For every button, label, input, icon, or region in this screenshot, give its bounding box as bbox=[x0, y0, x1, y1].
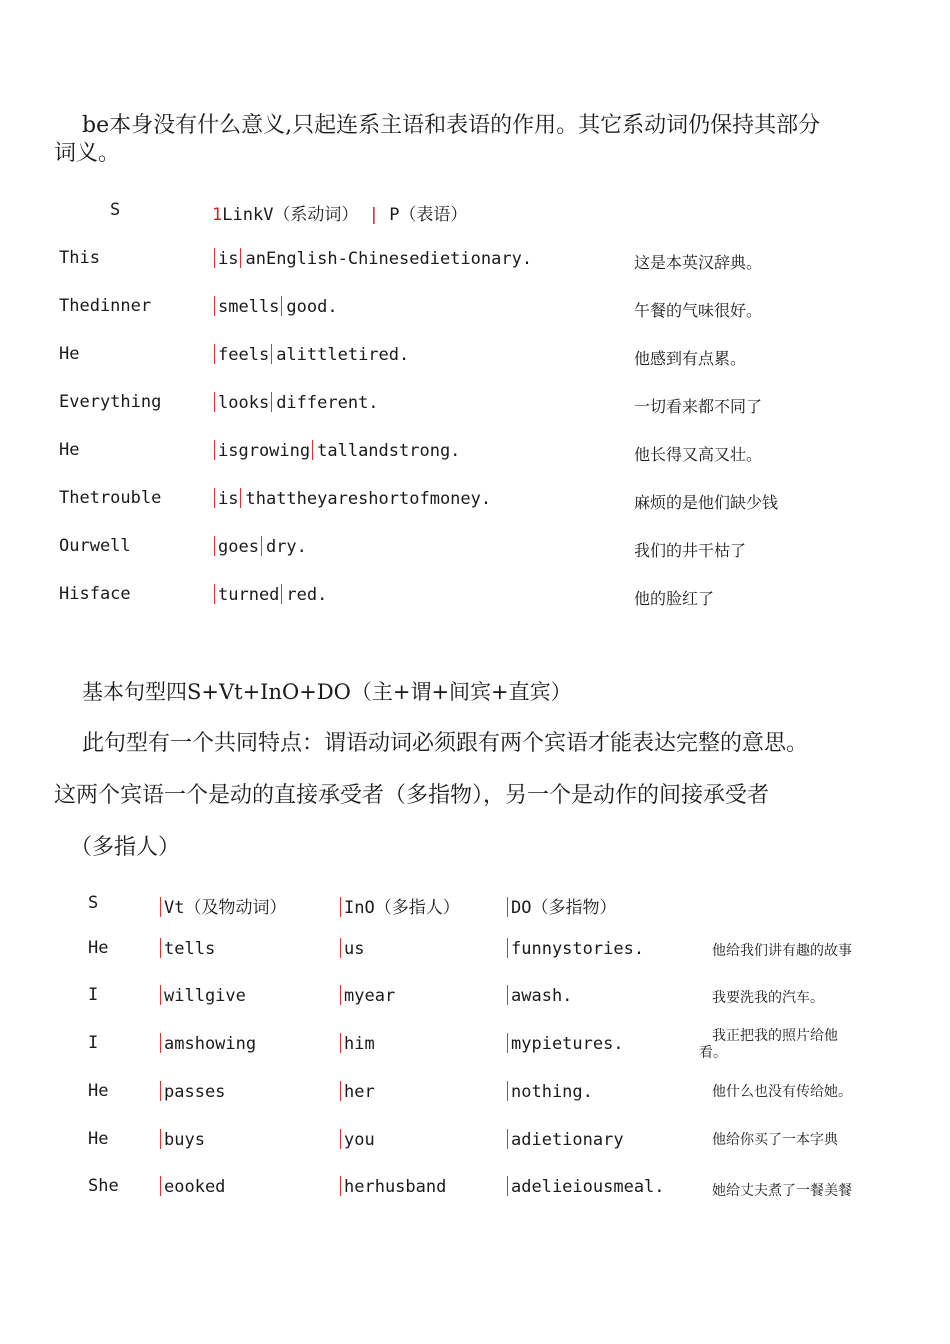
row-subject: He bbox=[88, 1129, 109, 1149]
row-predicative: thattheyareshortofmoney. bbox=[245, 489, 492, 509]
table2-header-ino-label: InO（多指人） bbox=[344, 898, 460, 918]
row-subject: Everything bbox=[59, 392, 162, 412]
table1-header-linkv bbox=[212, 200, 467, 225]
row-verb-predicative bbox=[214, 584, 327, 605]
row-direct-object-text: funnystories. bbox=[511, 939, 645, 959]
table1-header-predicative: P（表语） bbox=[389, 205, 468, 225]
row-verb-predicative bbox=[214, 392, 379, 413]
row-verb bbox=[160, 985, 246, 1006]
row-verb: isgrowing bbox=[218, 441, 311, 461]
row-direct-object bbox=[507, 1033, 624, 1054]
row-translation: 他长得又高又壮。 bbox=[634, 445, 763, 464]
row-indirect-object bbox=[340, 1129, 375, 1150]
row-verb bbox=[160, 1129, 205, 1150]
row-verb-text: eooked bbox=[164, 1177, 226, 1197]
intro-line-1: be本身没有什么意义,只起连系主语和表语的作用。其它系动词仍保持其部分 bbox=[82, 113, 821, 138]
row-translation: 他的脸红了 bbox=[634, 589, 715, 608]
table-row bbox=[0, 296, 950, 320]
row-translation: 他什么也没有传给她。 bbox=[712, 1084, 852, 1100]
row-translation: 他感到有点累。 bbox=[634, 349, 747, 368]
row-direct-object bbox=[507, 985, 572, 1006]
row-translation: 午餐的气味很好。 bbox=[634, 301, 763, 320]
row-direct-object bbox=[507, 1176, 665, 1197]
row-subject: He bbox=[88, 1081, 109, 1101]
table-row bbox=[0, 985, 950, 1009]
row-direct-object-text: mypietures. bbox=[511, 1034, 624, 1054]
row-verb-predicative bbox=[214, 248, 532, 269]
row-verb: smells bbox=[218, 297, 280, 317]
table-row bbox=[0, 488, 950, 512]
row-predicative: alittletired. bbox=[276, 345, 410, 365]
section4-desc-line-3: （多指人） bbox=[70, 835, 181, 860]
table-row bbox=[0, 1081, 950, 1105]
row-translation: 他给你买了一本字典 bbox=[712, 1132, 838, 1148]
row-indirect-object bbox=[340, 1081, 375, 1102]
section4-title: 基本句型四S+Vt+InO+DO（主+谓+间宾+直宾） bbox=[82, 680, 572, 704]
row-predicative: red. bbox=[286, 585, 328, 605]
row-indirect-object-text: herhusband bbox=[344, 1177, 447, 1197]
row-subject: Thedinner bbox=[59, 296, 152, 316]
row-subject: She bbox=[88, 1176, 119, 1196]
row-translation: 她给丈夫煮了一餐美餐 bbox=[712, 1183, 852, 1199]
row-indirect-object bbox=[340, 938, 364, 959]
row-subject: Ourwell bbox=[59, 536, 131, 556]
row-subject: This bbox=[59, 248, 100, 268]
table-row bbox=[0, 1028, 950, 1063]
row-subject: He bbox=[59, 440, 80, 460]
table1-header-number: 1 bbox=[212, 205, 223, 225]
row-indirect-object bbox=[340, 1033, 375, 1054]
row-predicative: anEnglish-Chinesedietionary. bbox=[245, 249, 533, 269]
row-verb bbox=[160, 938, 215, 959]
table2-header-ino bbox=[340, 893, 460, 918]
table-row bbox=[0, 248, 950, 272]
row-verb-predicative bbox=[214, 536, 307, 557]
table-row bbox=[0, 536, 950, 560]
row-verb-text: tells bbox=[164, 939, 216, 959]
row-indirect-object-text: him bbox=[344, 1034, 375, 1054]
row-translation: 我要洗我的汽车。 bbox=[712, 990, 824, 1006]
row-translation: 我正把我的照片给他 bbox=[712, 1028, 838, 1044]
table2-header-vt bbox=[160, 893, 286, 918]
row-translation: 一切看来都不同了 bbox=[634, 397, 763, 416]
row-verb bbox=[160, 1033, 256, 1054]
row-direct-object-text: nothing. bbox=[511, 1082, 593, 1102]
table-row bbox=[0, 938, 950, 962]
row-translation: 这是本英汉辞典。 bbox=[634, 253, 763, 272]
row-verb bbox=[160, 1081, 225, 1102]
row-indirect-object-text: us bbox=[344, 939, 365, 959]
row-verb: goes bbox=[218, 537, 259, 557]
row-verb: feels bbox=[218, 345, 270, 365]
table-row bbox=[0, 584, 950, 608]
row-verb-predicative bbox=[214, 488, 491, 509]
row-verb-text: passes bbox=[164, 1082, 226, 1102]
row-verb-text: amshowing bbox=[164, 1034, 257, 1054]
row-subject: I bbox=[88, 1033, 99, 1053]
row-translation: 他给我们讲有趣的故事 bbox=[712, 943, 852, 959]
table2-header-vt-label: Vt（及物动词） bbox=[164, 898, 287, 918]
table-row bbox=[0, 392, 950, 416]
table2-header-do bbox=[507, 893, 616, 918]
row-verb: is bbox=[218, 249, 239, 269]
row-verb bbox=[160, 1176, 225, 1197]
row-predicative: dry. bbox=[265, 537, 307, 557]
row-verb-predicative bbox=[214, 440, 460, 461]
row-subject: He bbox=[59, 344, 80, 364]
row-direct-object bbox=[507, 1129, 624, 1150]
row-predicative: different. bbox=[276, 393, 379, 413]
row-translation: 麻烦的是他们缺少钱 bbox=[634, 493, 779, 512]
row-direct-object bbox=[507, 1081, 593, 1102]
intro-line-2: 词义。 bbox=[54, 141, 121, 166]
row-indirect-object-text: myear bbox=[344, 986, 396, 1006]
row-indirect-object-text: her bbox=[344, 1082, 375, 1102]
row-verb: looks bbox=[218, 393, 270, 413]
row-predicative: tallandstrong. bbox=[317, 441, 461, 461]
table1-header-separator: | bbox=[368, 205, 379, 225]
row-verb-predicative bbox=[214, 344, 409, 365]
row-indirect-object-text: you bbox=[344, 1130, 375, 1150]
row-direct-object-text: awash. bbox=[511, 986, 573, 1006]
row-subject: I bbox=[88, 985, 99, 1005]
table-row bbox=[0, 1176, 950, 1200]
table2-header-subject: S bbox=[88, 893, 99, 913]
row-direct-object-text: adelieiousmeal. bbox=[511, 1177, 665, 1197]
row-direct-object-text: adietionary bbox=[511, 1130, 624, 1150]
row-indirect-object bbox=[340, 1176, 446, 1197]
row-verb-text: buys bbox=[164, 1130, 205, 1150]
row-translation-continued: 看。 bbox=[699, 1045, 727, 1061]
row-subject: He bbox=[88, 938, 109, 958]
section4-desc-line-1: 此句型有一个共同特点：谓语动词必须跟有两个宾语才能表达完整的意思。 bbox=[82, 731, 809, 756]
row-verb-text: willgive bbox=[164, 986, 246, 1006]
row-verb: is bbox=[218, 489, 239, 509]
row-verb: turned bbox=[218, 585, 280, 605]
row-translation: 我们的井干枯了 bbox=[634, 541, 747, 560]
table1-header-subject: S bbox=[110, 200, 121, 220]
table-row bbox=[0, 344, 950, 368]
table-row bbox=[0, 1129, 950, 1153]
table1-header-linkv-label: LinkV（系动词） bbox=[222, 205, 359, 225]
row-verb-predicative bbox=[214, 296, 338, 317]
row-indirect-object bbox=[340, 985, 395, 1006]
table2-header-do-label: DO（多指物） bbox=[511, 898, 617, 918]
row-subject: Thetrouble bbox=[59, 488, 162, 508]
row-subject: Hisface bbox=[59, 584, 131, 604]
row-predicative: good. bbox=[286, 297, 338, 317]
section4-desc-line-2: 这两个宾语一个是动的直接承受者（多指物），另一个是动作的间接承受者 bbox=[54, 783, 770, 808]
table2-header bbox=[0, 893, 950, 917]
row-direct-object bbox=[507, 938, 644, 959]
table-row bbox=[0, 440, 950, 464]
